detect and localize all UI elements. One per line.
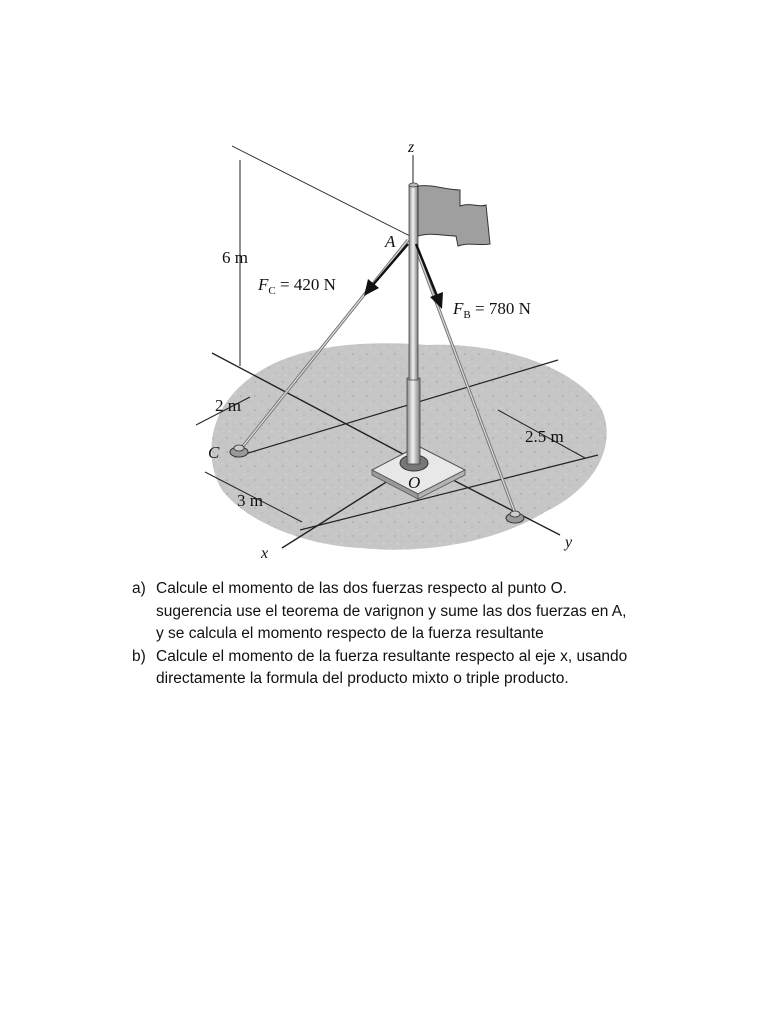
question-line: Calcule el momento de las dos fuerzas respecto al punto O. — [156, 580, 567, 597]
point-a-label: A — [385, 232, 396, 251]
y-axis-label: y — [565, 534, 573, 551]
dim-2-5m-label: 2.5 m — [525, 427, 564, 446]
force-c-value: = 420 N — [275, 275, 336, 294]
question-letter: a) — [132, 580, 146, 597]
height-label: 6 m — [222, 248, 248, 267]
question-b — [132, 646, 692, 691]
dim-3m-label: 3 m — [237, 491, 263, 510]
force-c-label — [257, 275, 336, 297]
force-c-subscript: C — [268, 285, 276, 297]
flag — [418, 186, 490, 246]
z-axis-label: z — [408, 139, 415, 156]
question-a — [132, 578, 692, 646]
point-c-label: C — [208, 443, 220, 462]
question-line: y se calcula el momento respecto de la fuerza resultante — [156, 625, 544, 642]
force-b-value: = 780 N — [470, 299, 531, 318]
question-line: sugerencia use el teorema de varignon y sume las dos fuerzas en A, — [156, 602, 627, 620]
flagpole-top — [409, 183, 418, 187]
flagpole-lower — [407, 378, 420, 464]
question-text — [156, 646, 692, 691]
question-line: Calcule el momento de la fuerza resultante respecto al eje x, usando — [156, 647, 628, 665]
x-axis-label: x — [261, 545, 269, 562]
force-b-label — [452, 299, 531, 321]
dim-2m-label: 2 m — [215, 396, 241, 415]
height-ref-line — [232, 146, 410, 236]
force-b-subscript: B — [463, 309, 471, 321]
question-line: directamente la formula del producto mixto o triple producto. — [156, 670, 569, 687]
questions-list — [132, 578, 692, 691]
question-text — [156, 578, 692, 646]
flagpole-upper — [409, 185, 418, 380]
force-c-symbol: F — [258, 275, 269, 294]
force-b-arrow — [416, 244, 437, 296]
question-letter: b) — [132, 647, 146, 665]
force-b-symbol: F — [453, 299, 464, 318]
point-o-label: O — [408, 473, 421, 492]
